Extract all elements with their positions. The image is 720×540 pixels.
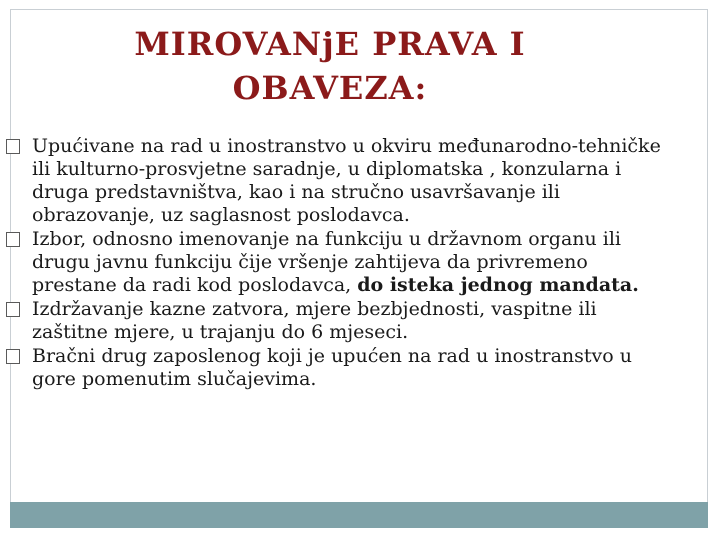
- list-item: [6, 135, 670, 227]
- checkbox-bullet-icon: [6, 302, 20, 317]
- list-item: [6, 345, 670, 391]
- slide-title: [0, 22, 660, 110]
- bullet-bold-text: do isteka jednog mandata.: [357, 274, 639, 296]
- title-line-2: OBAVEZA:: [232, 69, 428, 107]
- bullet-text: Izbor, odnosno imenovanje na funkciju u državnom organu ili drugu javnu funkciju čije vršenje zahtijeva da privremeno prestane da radi kod poslodavca,: [32, 228, 622, 296]
- checkbox-bullet-icon: [6, 349, 20, 364]
- footer-bar: [10, 502, 708, 528]
- bullet-text: Bračni drug zaposlenog koji je upućen na rad u inostranstvo u gore pomenutim slučajevima.: [32, 345, 632, 390]
- bullet-text: Izdržavanje kazne zatvora, mjere bezbjednosti, vaspitne ili zaštitne mjere, u trajanju do 6 mjeseci.: [32, 298, 597, 343]
- bullet-text: Upućivane na rad u inostranstvo u okviru međunarodno-tehničke ili kulturno-prosvjetne saradnje, u diplomatska , konzularna i druga predstavništva, kao i na stručno usavršavanje ili obrazovanje, uz saglasnost poslodavca.: [32, 135, 661, 226]
- list-item: [6, 298, 670, 344]
- bullet-list: [6, 135, 670, 392]
- title-line-1: MIROVANjE PRAVA I: [134, 25, 526, 63]
- list-item: [6, 228, 670, 297]
- checkbox-bullet-icon: [6, 139, 20, 154]
- checkbox-bullet-icon: [6, 232, 20, 247]
